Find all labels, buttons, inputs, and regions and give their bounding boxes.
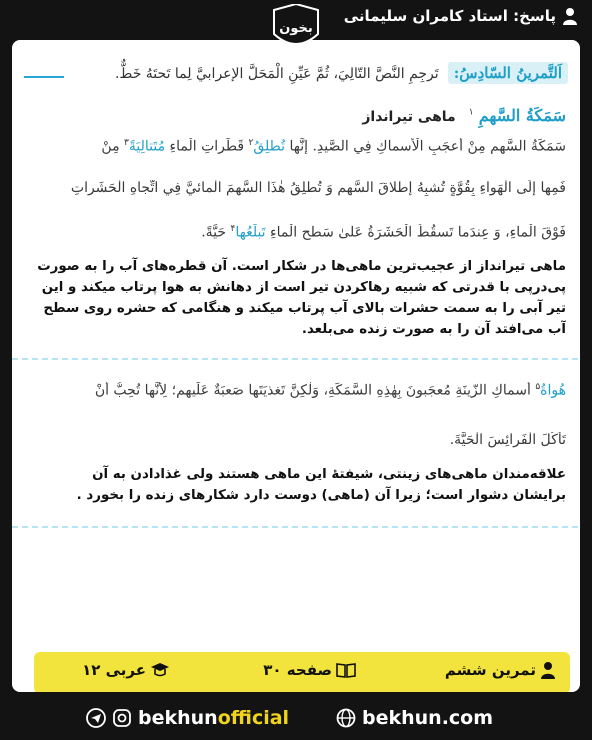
- answer-label: پاسخ: استاد کامران سلیمانی: [343, 7, 556, 25]
- translation-line: علاقه‌مندان ماهی‌های زینتی، شیفتهٔ این ماهی هستند ولی غذادادن به آن: [92, 467, 566, 482]
- social-handle[interactable]: [86, 707, 289, 729]
- arabic-line-2: فَمِها إلَى الْهَواءِ بِقُوَّةٍ تُشبِهُ إطلاقَ السَّهمِ وَ تُطلِقُ هٰذَا السَّهمَ الْمائيَّ فِي اتِّجاهِ الْحَشَراتِ: [70, 180, 566, 196]
- persian-translation-1: [26, 256, 566, 340]
- exercise-label: اَلتَّمرينُ السّادِسُ:: [448, 62, 568, 84]
- underlined-word: هُواةُ: [540, 382, 566, 399]
- exercise-heading: [23, 62, 568, 88]
- title-footnote: ۱: [468, 107, 474, 118]
- social-suffix: official: [217, 707, 290, 729]
- book-info: [82, 661, 170, 679]
- website-url: bekhun.com: [362, 707, 494, 729]
- underlined-word: تُطلِقُ: [253, 138, 286, 155]
- exercise-rule: [24, 76, 64, 78]
- book-info-label: عربی ۱۲: [82, 661, 146, 679]
- text-title: [362, 106, 566, 130]
- user-icon: [540, 661, 556, 679]
- translation-line: آب می‌افتد آن را به صورت زنده می‌بلعد.: [301, 322, 566, 337]
- translation-line: تیر آبی را به سمت حشرات بالای آب پرتاب میکند و هنگامی که حشره روی سطح: [43, 301, 566, 316]
- translation-line: ماهی تیرانداز از عجیب‌ترین ماهی‌ها در شکار است. آن قطره‌های آب را به صورت: [37, 259, 566, 274]
- info-bar: [34, 652, 570, 692]
- arabic-2-line-2: تَأكُلَ الْفَرائِسَ الْحَيَّةَ.: [449, 432, 566, 448]
- answer-credit: [344, 7, 578, 25]
- globe-icon: [336, 708, 356, 728]
- underlined-word: مُتَتالِيَةً: [128, 138, 166, 155]
- arabic-line-3: فَوْقَ الْماءِ، وَ عِندَما تَسقُطُ الْحَشَرَةُ عَلىٰ سَطحِ الْماءِ تَبلَعُها$^۴$ حَيَّةً.: [201, 224, 566, 241]
- exercise-info: [445, 661, 556, 679]
- section-divider: [12, 358, 580, 360]
- bekhun-logo: [270, 4, 322, 52]
- telegram-icon: [86, 708, 106, 728]
- section-divider: [12, 526, 580, 528]
- title-persian: ماهی تیرانداز: [362, 109, 456, 125]
- book-icon: [336, 662, 356, 678]
- page-info: [263, 661, 356, 679]
- footer: [0, 700, 592, 740]
- underlined-word: تَبلَعُها: [235, 224, 266, 241]
- social-prefix: bekhun: [138, 707, 218, 729]
- content-card: [12, 40, 580, 692]
- title-arabic: سَمَكَةُ السَّهمِ: [478, 106, 566, 125]
- website-link[interactable]: [336, 707, 493, 729]
- logo-text: بخون: [279, 21, 313, 36]
- arabic-2-line-1: هُواةُ$^۵$ أَسماكِ الزّينَةِ مُعجَبونَ بِهٰذِهِ السَّمَكَةِ، وَلٰكِنَّ تَغذيَتَها صَعبَةٌ عَلَيهِم؛ لِأنَّها تُحِبُّ أَنْ: [94, 382, 566, 399]
- exercise-info-label: تمرین ششم: [444, 661, 536, 679]
- exercise-instruction: تَرجِمِ النَّصَّ التّالِيَ، ثُمَّ عَيِّنِ الْمَحَلَّ الإعرابيَّ لِما تَحتَهُ خَطٌّ.: [114, 66, 439, 82]
- instagram-icon: [112, 708, 132, 728]
- user-icon: [562, 7, 578, 25]
- arabic-line-1: سَمَكَةُ السَّهمِ مِنْ أعجَبِ الْأَسماكِ فِي الصَّيدِ. إنَّها تُطلِقُ$^۲$ قَطَراتِ الْماءِ مُتَتالِيَةً$^۳$ مِنْ: [101, 138, 566, 155]
- translation-line: پی‌درپی با قدرتی که شبیه رهاکردن تیر است از دهانش به هوا پرتاب میکند و این: [41, 280, 566, 295]
- persian-translation-2: [26, 464, 566, 506]
- graduation-cap-icon: [150, 662, 170, 678]
- translation-line: برایشان دشوار است؛ زیرا آن (ماهی) دوست دارد شکارهای زنده را بخورد .: [76, 488, 566, 503]
- page-info-label: صفحه ۳۰: [263, 661, 332, 679]
